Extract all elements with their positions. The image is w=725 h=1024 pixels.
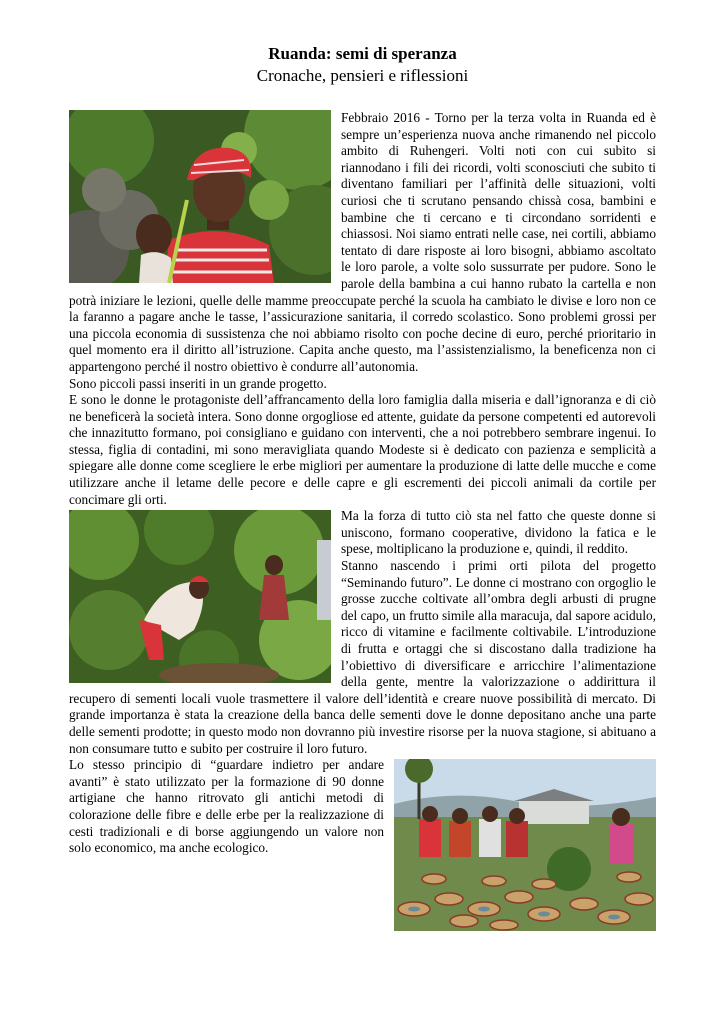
paragraph-women: E sono le donne le protagoniste dell’affrancamento della loro famiglia dalla miseria e dall’ignoranza e di ciò ne beneficerà la società intera. Sono donne orgogliose ed attente, guidate da persone competenti ed autorevoli che innazitutto formano, poi consigliano e guidano con interventi, che a noi potrebbero sembrare ingenui. Io stessa, figlia di contadini, mi sono meravigliata quando Modeste si è dedicato con pazienza e semplicità a spiegare alle donne come scegliere le erbe migliori per aumentare la produzione di latte delle mucche e come utilizzare anche il letame delle pecore e delle capre e gli escrementi dei piccoli animali da cortile per concimare gli orti. (69, 392, 656, 507)
paragraph-intro: Febbraio 2016 - Torno per la terza volta in Ruanda ed è sempre un’esperienza nuova anche rimanendo nel piccolo ambito di Ruhengeri. Volti noti con cui subito si riannodano i fili dei ricordi, volti sconosciuti che subito ti diventano familiari per l’affinità delle situazioni, volti curiosi che ti scrutano pensando chissà cosa, bambini e bambine che ti cercano e ti circondano sorridenti e chiassosi. Noi siamo entrati nelle case, nei cortili, abbiamo tentato di dare risposte ai loro bisogni, abbiamo ascoltato le loro parole, a volte solo sussurrate per pudore. Sono le parole della bambina a cui hanno rubato la cartella e non potrà iniziare le lezioni, quelle delle mamme preoccupate perché la scuola ha cambiato le divise e loro non ce la faranno a pagare anche le tasse, l’assicurazione sanitaria, il corredo scolastico. Sono problemi grossi per una piccola economia di sussistenza che noi abbiamo risolto con poche decine di euro, perché prioritario in quel momento era il diritto all’istruzione. Capita anche questo, ma l’assistenzialismo, la beneficenza non ci appartengono perché il nostro obiettivo è condurre all’autonomia. (69, 110, 656, 374)
document-subtitle: Cronache, pensieri e riflessioni (256, 66, 469, 85)
paragraph-artisans: Lo stesso principio di “guardare indietro per andare avanti” è stato utilizzato per la formazione di 90 donne artigiane che hanno ritrovato gli antichi metodi di colorazione delle fibre e delle erbe per la realizzazione di cesti tradizionali e di borse aggiungendo un valore non solo economico, ma anche ecologico. (69, 757, 384, 856)
document-title: Ruanda: semi di speranza (268, 44, 457, 63)
paragraph-small-steps: Sono piccoli passi inseriti in un grande progetto. (69, 375, 327, 391)
photo-artisans-baskets (394, 759, 656, 931)
paragraph-cooperatives: Ma la forza di tutto ciò sta nel fatto che queste donne si uniscono, formano cooperative, dividono la fatica e le spese, moltiplicano la produzione e, quindi, il reddito. (341, 508, 656, 557)
article-body (69, 110, 656, 931)
photo-women-in-garden (69, 510, 331, 683)
paragraph-pilot-gardens: Stanno nascendo i primi orti pilota del progetto “Seminando futuro”. Le donne ci mostrano con orgoglio le grosse zucche coltivate all’ombra degli arbusti di prugne del capo, un frutto simile alla maracuja, dal sapore acidulo, ricco di vitamine e facilmente coltivabile. L’introduzione di frutta e ortaggi che si discostano dalla tradizione ha l’obiettivo di diversificare e arricchire l’alimentazione della gente, mentre la valorizzazione o addirittura il recupero di sementi locali vuole trasmettere il valore dell’identità e creare nuove possibilità di mercato. Di grande importanza è stata la creazione della banca delle sementi dove le donne depositano anche una parte delle sementi prodotte; in questo modo non dovranno più investire risorse per la nuova stagione, si abituano a non consumare tutto e subito per costruire il loro futuro. (69, 558, 656, 756)
photo-woman-with-child (69, 110, 331, 283)
